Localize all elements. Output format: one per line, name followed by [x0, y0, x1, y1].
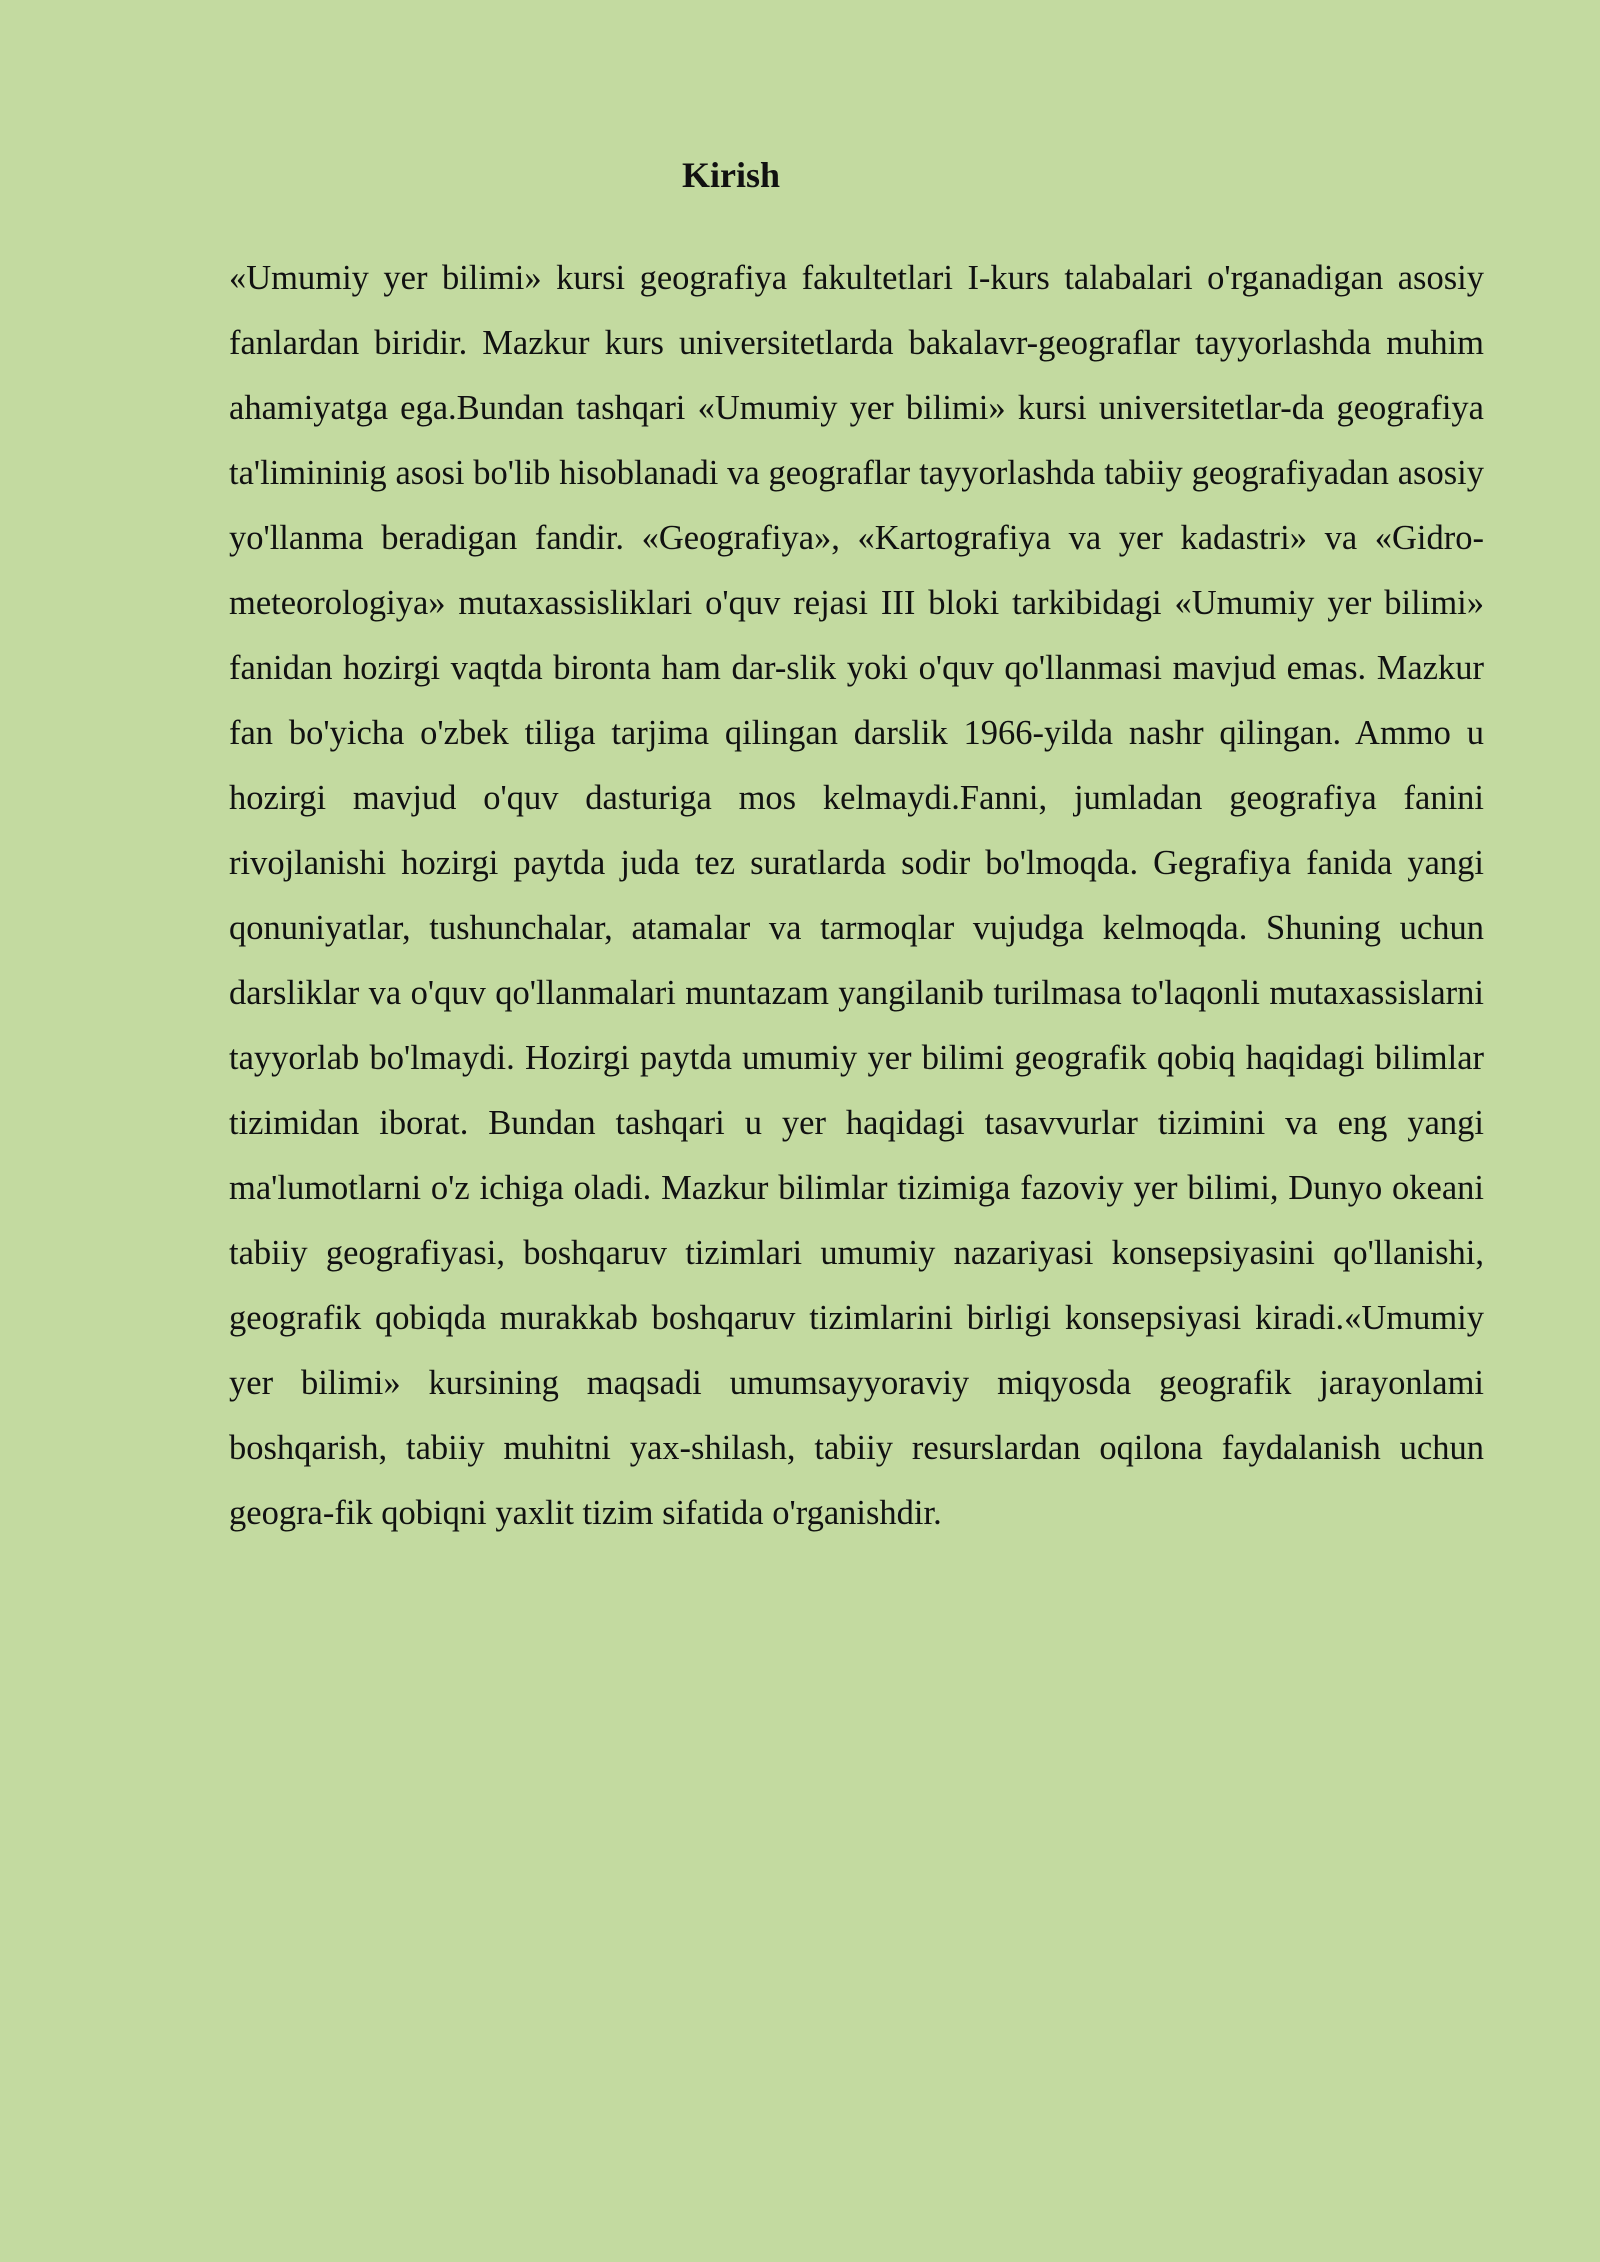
page-title: Kirish — [681, 155, 780, 195]
body-paragraph: «Umumiy yer bilimi» kursi geografiya fakultetlari I-kurs talabalari o'rganadigan asosiy fanlardan biridir. Mazkur kurs universitetlarda bakalavr-geograflar tayyorlashda muhim ahamiyatga ega.Bundan tashqari «Umumiy yer bilimi» kursi universitetlar-da geografiya ta'limininig asosi bo'lib hisoblanadi va geograflar tayyorlashda tabiiy geografiyadan asosiy yo'llanma beradigan fandir. «Geografiya», «Kartografiya va yer kadastri» va «Gidro-meteorologiya» mutaxassisliklari o'quv rejasi III bloki tarkibidagi «Umumiy yer bilimi» fanidan hozirgi vaqtda bironta ham dar-slik yoki o'quv qo'llanmasi mavjud emas. Mazkur fan bo'yicha o'zbek tiliga tarjima qilingan darslik 1966-yilda nashr qilingan. Ammo u hozirgi mavjud o'quv dasturiga mos kelmaydi.Fanni, jumladan geografiya fanini rivojlanishi hozirgi paytda juda tez suratlarda sodir bo'lmoqda. Gegrafiya fanida yangi qonuniyatlar, tushunchalar, atamalar va tarmoqlar vujudga kelmoqda. Shuning uchun darsliklar va o'quv qo'llanmalari muntazam yangilanib turilmasa to'laqonli mutaxassislarni tayyorlab bo'lmaydi. Hozirgi paytda umumiy yer bilimi geografik qobiq haqidagi bilimlar tizimidan iborat. Bundan tashqari u yer haqidagi tasavvurlar tizimini va eng yangi ma'lumotlarni o'z ichiga oladi. Mazkur bilimlar tizimiga fazoviy yer bilimi, Dunyo okeani tabiiy geografiyasi, boshqaruv tizimlari umumiy nazariyasi konsepsiyasini qo'llanishi, geografik qobiqda murakkab boshqaruv tizimlarini birligi konsepsiyasi kiradi.«Umumiy yer bilimi» kursining maqsadi umumsayyoraviy miqyosda geografik jarayonlami boshqarish, tabiiy muhitni yax-shilash, tabiiy resurslardan oqilona faydalanish uchun geogra-fik qobiqni yaxlit tizim sifatida o'rganishdir. — [229, 259, 1484, 1532]
